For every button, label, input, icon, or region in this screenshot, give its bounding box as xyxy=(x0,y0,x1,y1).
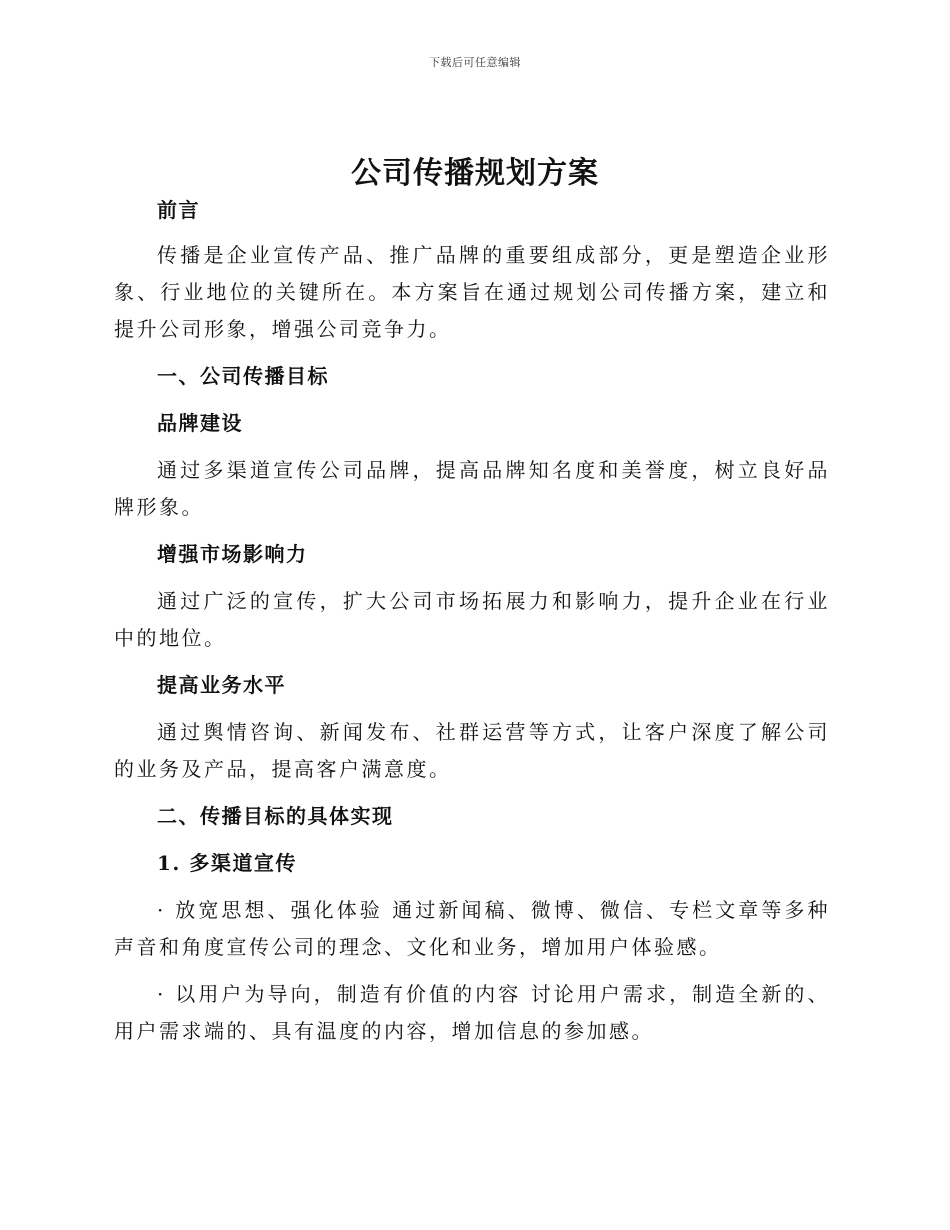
section-heading-2: 二、传播目标的具体实现 xyxy=(157,804,394,828)
section-heading-1: 一、公司传播目标 xyxy=(157,364,329,388)
business-heading: 提高业务水平 xyxy=(157,673,286,697)
multi-channel-heading: 1. 多渠道宣传 xyxy=(157,851,297,875)
brand-paragraph: 通过多渠道宣传公司品牌，提高品牌知名度和美誉度，树立良好品牌形象。 xyxy=(114,458,830,519)
header-note: 下载后可任意编辑 xyxy=(429,56,521,69)
document-body xyxy=(114,192,830,1050)
bullet-paragraph-2: · 以用户为导向，制造有价值的内容 讨论用户需求，制造全新的、用户需求端的、具有温度的内容，增加信息的参加感。 xyxy=(114,982,830,1043)
preface-heading: 前言 xyxy=(157,198,200,222)
preface-paragraph: 传播是企业宣传产品、推广品牌的重要组成部分，更是塑造企业形象、行业地位的关键所在。本方案旨在通过规划公司传播方案，建立和提升公司形象，增强公司竞争力。 xyxy=(114,243,830,341)
bullet-paragraph-1: · 放宽思想、强化体验 通过新闻稿、微博、微信、专栏文章等多种声音和角度宣传公司的理念、文化和业务，增加用户体验感。 xyxy=(114,898,830,959)
brand-heading: 品牌建设 xyxy=(157,411,243,435)
page-title: 公司传播规划方案 xyxy=(351,156,599,191)
market-paragraph: 通过广泛的宣传，扩大公司市场拓展力和影响力，提升企业在行业中的地位。 xyxy=(114,589,830,650)
business-paragraph: 通过舆情咨询、新闻发布、社群运营等方式，让客户深度了解公司的业务及产品，提高客户满意度。 xyxy=(114,720,830,781)
market-heading: 增强市场影响力 xyxy=(157,542,308,566)
